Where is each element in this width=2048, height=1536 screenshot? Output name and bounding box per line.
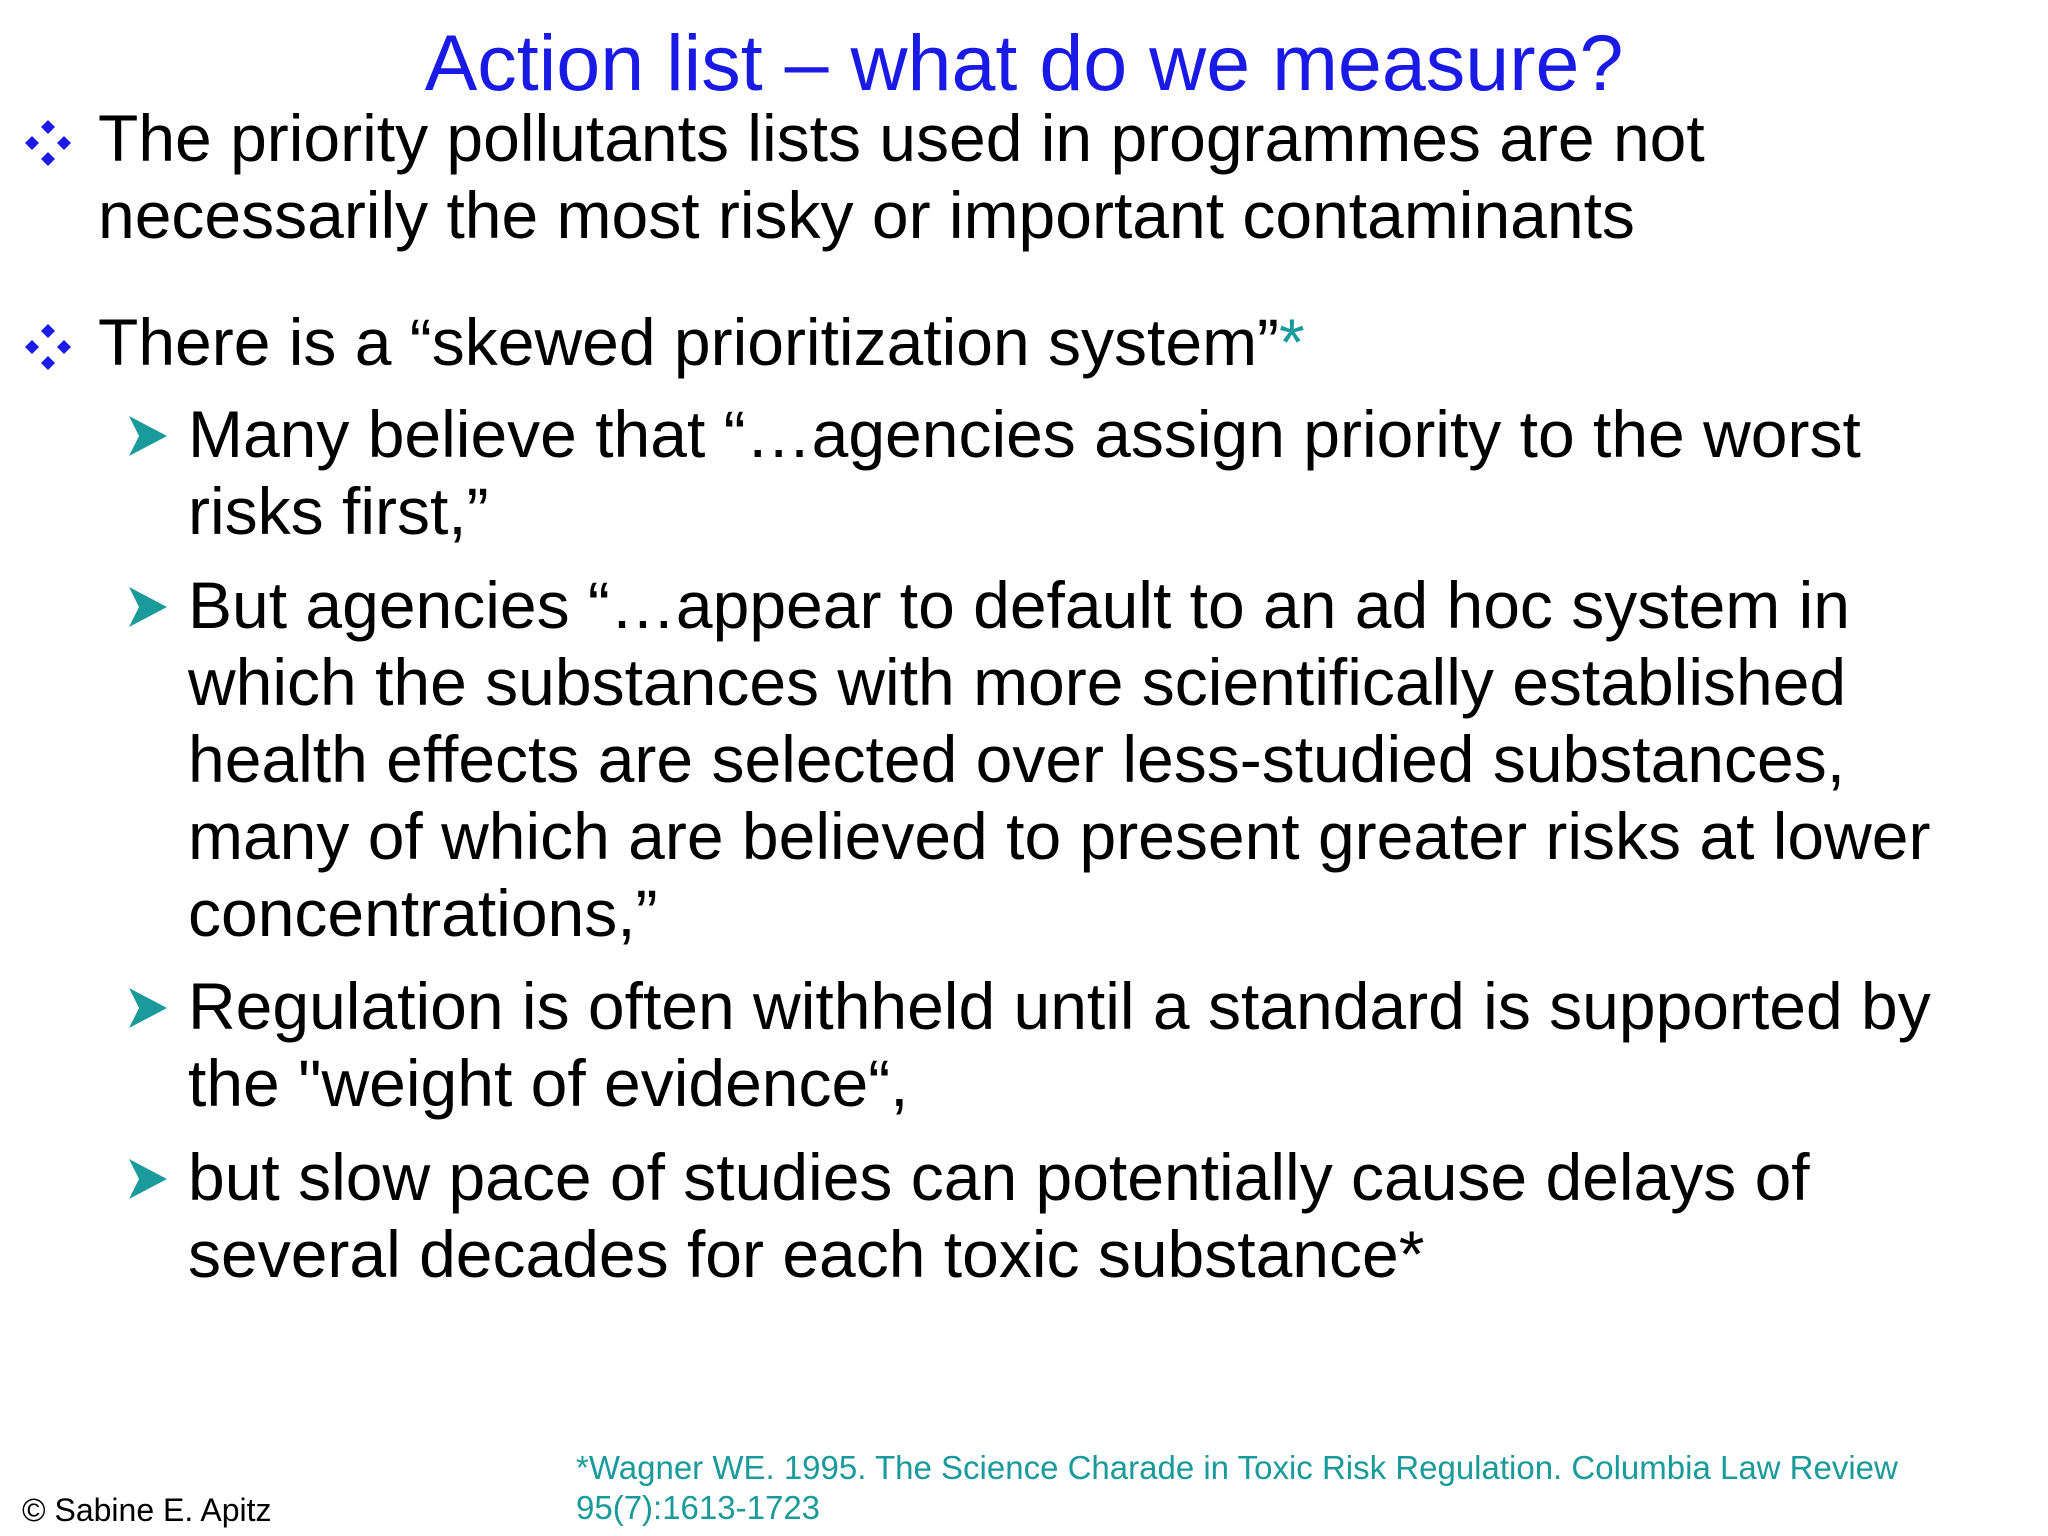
reference-line-1: *Wagner WE. 1995. The Science Charade in Toxic Risk Regulation. Columbia Law Review — [576, 1449, 1898, 1486]
arrow-bullet-icon — [125, 412, 171, 460]
sub-bullet-4-line-2: several decades for each toxic substance* — [188, 1217, 1425, 1291]
four-diamond-bullet-icon — [23, 322, 73, 372]
arrow-bullet-icon — [125, 583, 171, 631]
sub-bullet-2-line-3: health effects are selected over less-studied substances, — [188, 722, 1846, 796]
bullet-1 — [98, 100, 1998, 254]
sub-bullet-2-line-4: many of which are believed to present greater risks at lower — [188, 799, 1931, 873]
sub-bullet-2-line-2: which the substances with more scientifically established — [188, 645, 1847, 719]
sub-bullet-3-line-2: the "weight of evidence“, — [188, 1046, 909, 1120]
reference-citation — [576, 1448, 1898, 1528]
reference-line-2: 95(7):1613-1723 — [576, 1489, 821, 1526]
copyright-notice: © Sabine E. Apitz — [22, 1492, 272, 1528]
four-diamond-bullet-icon — [23, 118, 73, 168]
sub-bullet-4 — [188, 1139, 2028, 1293]
arrow-bullet-icon — [125, 984, 171, 1032]
bullet-2-line-1 — [98, 304, 1998, 381]
bullet-1-line-1: The priority pollutants lists used in programmes are not — [98, 101, 1705, 175]
bullet-2-text: There is a “skewed prioritization system” — [98, 305, 1280, 379]
sub-bullet-1-line-1: Many believe that “…agencies assign priority to the worst — [188, 397, 1861, 471]
sub-bullet-4-line-1: but slow pace of studies can potentially cause delays of — [188, 1140, 1810, 1214]
sub-bullet-1-line-2: risks first,” — [188, 474, 489, 548]
footnote-marker: * — [1279, 305, 1305, 379]
slide-title: Action list – what do we measure? — [424, 18, 1624, 107]
sub-bullet-3 — [188, 968, 2028, 1122]
sub-bullet-2-line-5: concentrations,” — [188, 876, 658, 950]
sub-bullet-1 — [188, 396, 2028, 550]
bullet-2 — [98, 304, 1998, 381]
sub-bullet-3-line-1: Regulation is often withheld until a standard is supported by — [188, 969, 1931, 1043]
bullet-1-line-2: necessarily the most risky or important contaminants — [98, 178, 1635, 252]
sub-bullet-2 — [188, 567, 2028, 952]
arrow-bullet-icon — [125, 1155, 171, 1203]
sub-bullet-2-line-1: But agencies “…appear to default to an ad hoc system in — [188, 568, 1850, 642]
